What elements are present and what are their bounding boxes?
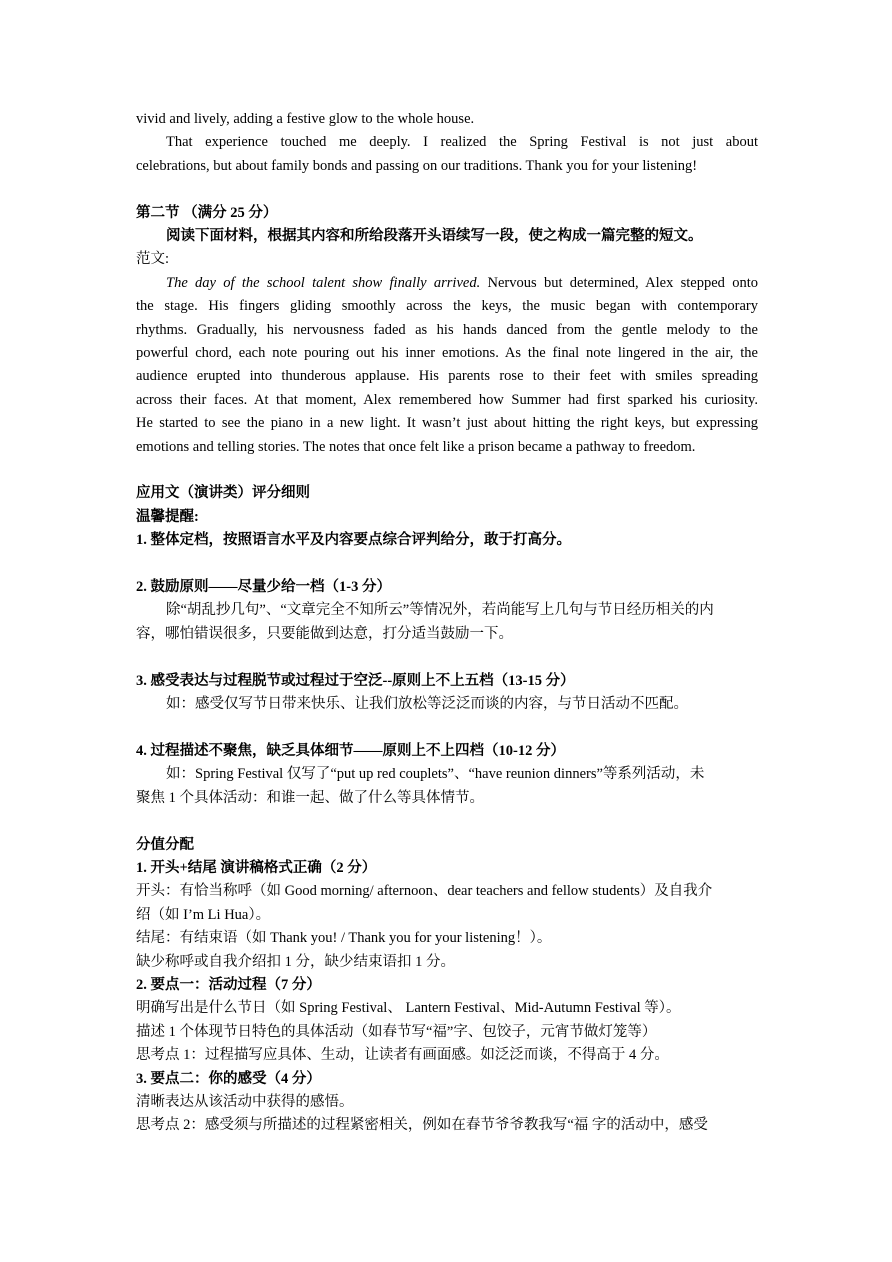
scoring-item-2-title: 2. 要点一：活动过程（7 分） xyxy=(136,976,321,993)
essay-line: vivid and lively, adding a festive glow to the whole house. xyxy=(136,111,475,127)
rubric-rule-3-title: 3. 感受表达与过程脱节或过程过于空泛--原则上不上五档（13-15 分） xyxy=(136,672,575,689)
sample-line: rhythms. Gradually, his nervousness faded as his hands danced from the gentle melody to the xyxy=(136,321,758,338)
rubric-rule-2-text: 容，哪怕错误很多，只要能做到达意，打分适当鼓励一下。 xyxy=(136,625,513,642)
rubric-rule-4-text: 如：Spring Festival 仅写了“put up red couplets”、“have reunion dinners”等系列活动，未 xyxy=(166,766,705,783)
rubric-rule-4-text: 聚焦 1 个具体活动：和谁一起、做了什么等具体情节。 xyxy=(136,789,484,806)
rubric-rule-3-text: 如：感受仅写节日带来快乐、让我们放松等泛泛而谈的内容，与节日活动不匹配。 xyxy=(166,696,688,713)
scoring-item-2-text: 明确写出是什么节日（如 Spring Festival、 Lantern Festival、Mid-Autumn Festival 等）。 xyxy=(136,1000,681,1017)
sample-first-line xyxy=(136,272,758,295)
sample-line: the stage. His fingers gliding smoothly across the keys, the music began with contemporary xyxy=(136,298,758,315)
scoring-item-3-text: 清晰表达从该活动中获得的感悟。 xyxy=(136,1093,354,1110)
scoring-item-1-text: 缺少称呼或自我介绍扣 1 分，缺少结束语扣 1 分。 xyxy=(136,953,455,970)
document-page xyxy=(136,108,758,1138)
rubric-title: 应用文（演讲类）评分细则 xyxy=(136,485,310,502)
sample-line: He started to see the piano in a new light. It wasn’t just about hitting the right keys, but expressing xyxy=(136,415,758,432)
sample-line: audience erupted into thunderous applause. His parents rose to their feet with smiles spreading xyxy=(136,368,758,385)
scoring-item-2-text: 思考点 1：过程描写应具体、生动，让读者有画面感。如泛泛而谈，不得高于 4 分。 xyxy=(136,1047,669,1064)
rubric-reminder: 温馨提醒: xyxy=(136,508,199,525)
scoring-item-3-text: 思考点 2：感受须与所描述的过程紧密相关，例如在春节爷爷教我写“福 字的活动中，感受 xyxy=(136,1117,708,1134)
essay-line: celebrations, but about family bonds and passing on our traditions. Thank you for your listening! xyxy=(136,157,698,174)
scoring-item-1-text: 开头：有恰当称呼（如 Good morning/ afternoon、dear teachers and fellow students）及自我介 xyxy=(136,883,713,900)
sample-line: emotions and telling stories. The notes that once felt like a prison became a pathway to freedom. xyxy=(136,438,696,455)
rubric-rule-2-title: 2. 鼓励原则——尽量少给一档（1-3 分） xyxy=(136,579,391,596)
rubric-rule-2-text: 除“胡乱抄几句”、“文章完全不知所云”等情况外，若尚能写上几句与节日经历相关的内 xyxy=(166,602,714,619)
instruction-text: 阅读下面材料，根据其内容和所给段落开头语续写一段，使之构成一篇完整的短文。 xyxy=(166,228,703,245)
scoring-item-1-title: 1. 开头+结尾 演讲稿格式正确（2 分） xyxy=(136,859,377,876)
section-heading: 第二节 （满分 25 分） xyxy=(136,204,278,221)
rubric-rule-4-title: 4. 过程描述不聚焦，缺乏具体细节——原则上不上四档（10-12 分） xyxy=(136,742,565,759)
sample-opening: The day of the school talent show finally arrived. xyxy=(166,274,481,291)
sample-label: 范文: xyxy=(136,251,170,268)
scoring-item-3-title: 3. 要点二：你的感受（4 分） xyxy=(136,1070,321,1087)
scoring-item-1-text: 结尾：有结束语（如 Thank you! / Thank you for your listening！）。 xyxy=(136,930,552,947)
sample-line: across their faces. At that moment, Alex remembered how Summer had first sparked his curiosity. xyxy=(136,391,758,408)
essay-line: That experience touched me deeply. I realized the Spring Festival is not just about xyxy=(166,134,758,151)
sample-first-rest: Nervous but determined, Alex stepped onto xyxy=(480,274,759,291)
scoring-item-2-text: 描述 1 个体现节日特色的具体活动（如春节写“福”字、包饺子，元宵节做灯笼等） xyxy=(136,1023,657,1040)
rubric-rule-1: 1. 整体定档，按照语言水平及内容要点综合评判给分，敢于打高分。 xyxy=(136,532,571,549)
scoring-item-1-text: 绍（如 I’m Li Hua）。 xyxy=(136,906,271,923)
scoring-title: 分值分配 xyxy=(136,836,194,853)
sample-line: powerful chord, each note pouring out his inner emotions. As the final note lingered in the air, the xyxy=(136,345,758,362)
